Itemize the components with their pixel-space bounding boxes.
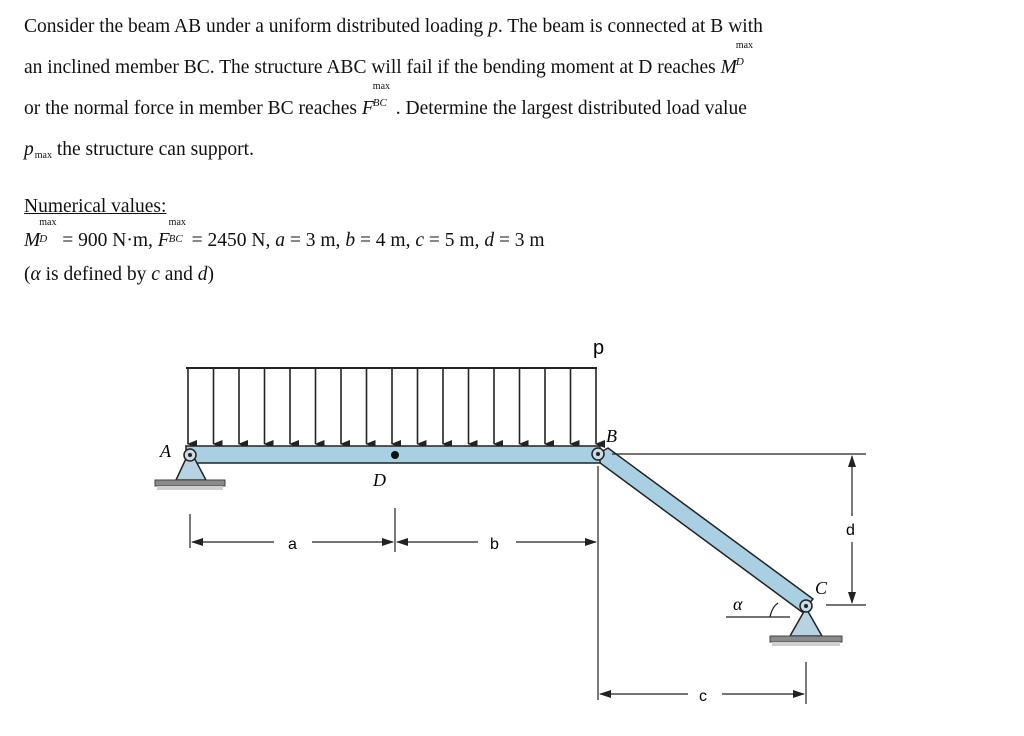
- numerical-title: Numerical values:: [24, 196, 167, 217]
- num-moment-sup: max: [39, 217, 57, 228]
- problem-text-2a: an inclined member BC. The structure ABC will fail if the bending moment at D reaches: [24, 57, 716, 78]
- dimension-d: [612, 454, 866, 605]
- num-force-value: = 2450 N,: [191, 230, 271, 251]
- num-moment-sub: D: [39, 233, 48, 245]
- num-d-symbol: d: [484, 230, 495, 251]
- num-b-symbol: b: [345, 230, 356, 251]
- dimension-ab: [190, 466, 598, 700]
- problem-line-3: [24, 81, 1008, 129]
- alpha-open-paren: (: [24, 264, 31, 285]
- dim-a-label: a: [288, 536, 297, 553]
- problem-text-1a: Consider the beam AB under a uniform distributed loading: [24, 16, 484, 37]
- alpha-d-symbol: d: [197, 264, 208, 285]
- force-max-sup: max: [372, 81, 391, 92]
- pmax-letter: p: [24, 139, 34, 160]
- problem-line-4: [24, 129, 1008, 176]
- alpha-close-paren: ): [207, 264, 215, 285]
- load-label-p: p: [593, 337, 605, 359]
- num-d-value: = 3 m: [498, 230, 545, 251]
- num-c-symbol: c: [415, 230, 425, 251]
- label-c-point: C: [815, 578, 828, 598]
- problem-statement: [24, 6, 1008, 176]
- alpha-and-text: and: [164, 264, 193, 285]
- label-a-point: A: [160, 441, 171, 461]
- numerical-line-1: [24, 217, 545, 258]
- member-bc: [592, 448, 813, 612]
- num-force-sub: BC: [168, 233, 183, 245]
- moment-max-symbol: [720, 40, 754, 88]
- moment-max-sup: max: [735, 40, 754, 51]
- alpha-defined-text: is defined by: [45, 264, 147, 285]
- pin-b-center: [596, 452, 600, 456]
- problem-text-3b: . Determine the largest distributed load value: [395, 98, 747, 119]
- load-arrows: [188, 368, 596, 444]
- force-letter: F: [361, 98, 374, 119]
- beam-figure: [0, 320, 1024, 736]
- pmax-symbol: [24, 139, 52, 160]
- problem-line-2: [24, 40, 1008, 88]
- numerical-line-2: [24, 258, 545, 292]
- dim-b-label: b: [490, 536, 499, 553]
- num-b-value: = 4 m,: [359, 230, 411, 251]
- num-a-symbol: a: [275, 230, 286, 251]
- problem-text-3a: or the normal force in member BC reaches: [24, 98, 357, 119]
- num-moment-value: = 900 N·m,: [62, 230, 153, 251]
- dim-d-label: d: [846, 522, 855, 539]
- problem-text-4b: the structure can support.: [56, 139, 254, 160]
- problem-text-1b: . The beam is connected at B with: [497, 16, 763, 37]
- numerical-values: [24, 190, 545, 292]
- point-d-marker: [391, 451, 399, 459]
- num-force-symbol: [157, 217, 186, 258]
- alpha-c-symbol: c: [151, 264, 160, 285]
- alpha-label: α: [733, 594, 743, 614]
- label-b-point: B: [606, 426, 617, 446]
- support-c: [770, 600, 842, 646]
- alpha-arc: [770, 603, 778, 617]
- force-max-symbol: [361, 81, 391, 129]
- moment-sub: D: [735, 56, 744, 68]
- num-moment-symbol: [24, 217, 57, 258]
- num-force-letter: F: [157, 230, 170, 251]
- load-symbol: p: [488, 16, 498, 37]
- num-c-value: = 5 m,: [428, 230, 480, 251]
- problem-line-1: [24, 6, 1008, 47]
- alpha-symbol: α: [30, 264, 41, 285]
- num-force-sup: max: [168, 217, 186, 228]
- pmax-sub: max: [34, 150, 52, 161]
- num-moment-letter: M: [24, 230, 41, 251]
- label-d-point: D: [373, 470, 386, 490]
- force-sub: BC: [372, 97, 387, 109]
- num-a-value: = 3 m,: [289, 230, 341, 251]
- moment-letter: M: [720, 57, 737, 78]
- dim-c-label: c: [699, 688, 707, 705]
